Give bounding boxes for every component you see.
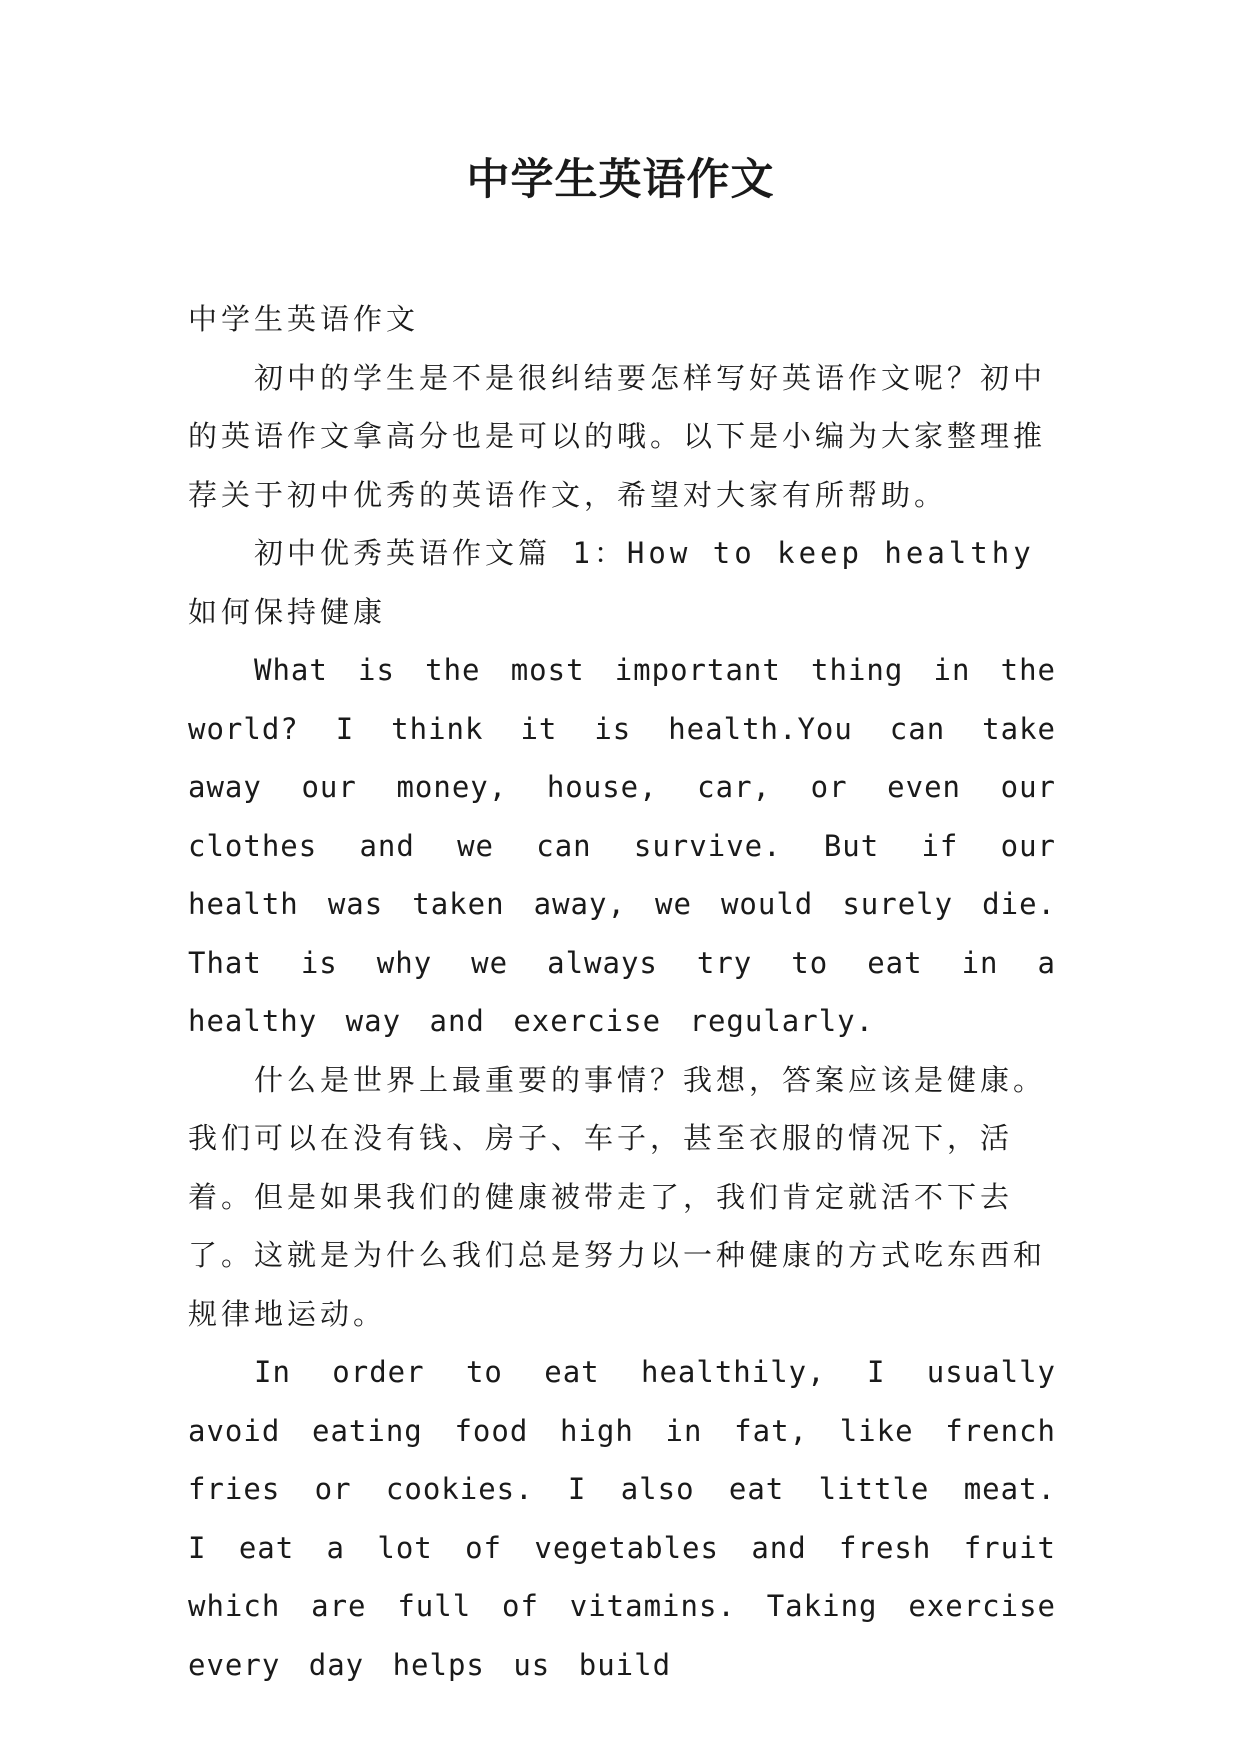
section-heading: 中学生英语作文 [188, 302, 420, 336]
intro-paragraph: 初中的学生是不是很纠结要怎样写好英语作文呢？初中的英语作文拿高分也是可以的哦。以下是小编为大家整理推荐关于初中优秀的英语作文，希望对大家有所帮助。 [188, 360, 1047, 512]
chinese-paragraph-1: 什么是世界上最重要的事情？我想，答案应该是健康。我们可以在没有钱、房子、车子，甚至衣服的情况下，活着。但是如果我们的健康被带走了，我们肯定就活不下去了。这就是为什么我们总是努力以一种健康的方式吃东西和规律地运动。 [188, 1062, 1047, 1331]
english-paragraph-2: In order to eat healthily, I usually avoid eating food high in fat, like french fries or cookies. I also eat little meat. I eat a lot of vegetables and fresh fruit which are full of vitamins. Taking exercise every day helps us build [188, 1355, 1056, 1682]
english-paragraph-1: What is the most important thing in the world? I think it is health.You can take away our money, house, car, or even our clothes and we can survive. But if our health was taken away, we would surely die. That is why we always try to eat in a healthy way and exercise regularly. [188, 653, 1056, 1038]
essay-heading: 初中优秀英语作文篇 1：How to keep healthy 如何保持健康 [188, 536, 1035, 629]
document-body [188, 290, 1056, 1682]
document-title: 中学生英语作文 [466, 155, 775, 205]
